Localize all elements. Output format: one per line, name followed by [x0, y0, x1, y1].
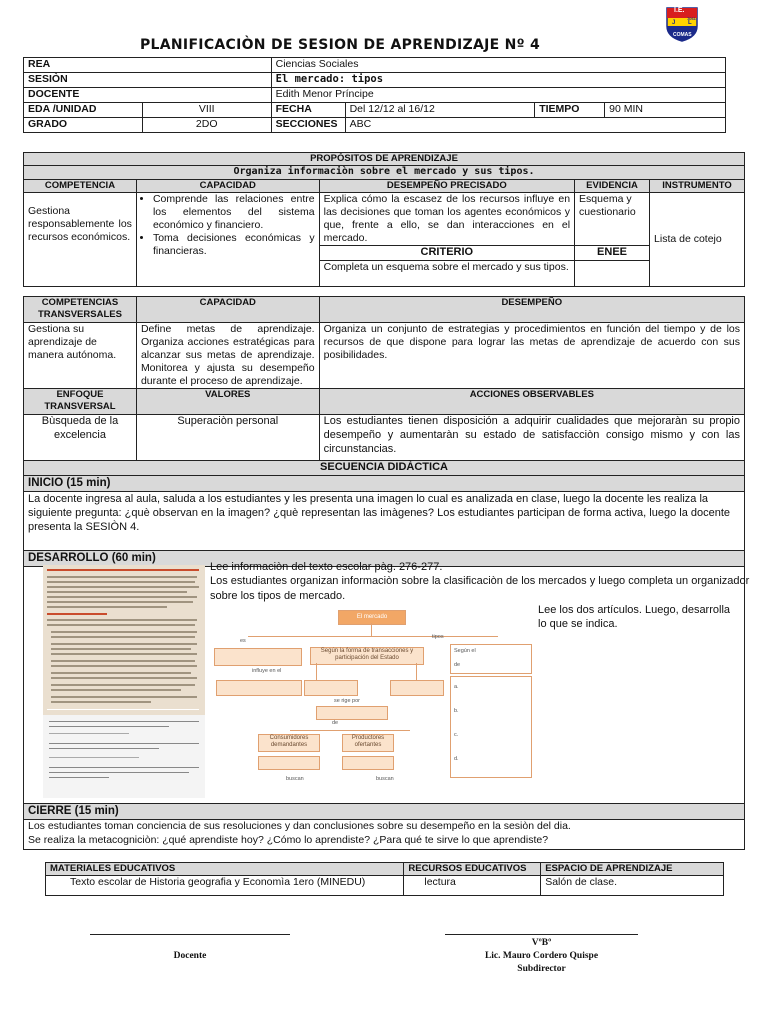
organizer-productores: Productores ofertantes [342, 734, 394, 752]
col-competencias-transversales: COMPETENCIAS TRANSVERSALES [24, 296, 137, 322]
col-acciones: ACCIONES OBSERVABLES [319, 389, 744, 415]
market-organizer-diagram [210, 610, 535, 800]
organizer-letter-d: d. [454, 756, 459, 762]
capacidad-item-2: • Toma decisiones económicas y financieras. [153, 232, 315, 258]
criterio-text: Completa un esquema sobre el mercado y sus tipos. [319, 260, 574, 286]
enee-label: ENEE [575, 246, 650, 261]
espacio-text: Salón de clase. [541, 876, 724, 896]
logo-right-letter: L [688, 20, 692, 26]
organizer-letter-a: a. [454, 684, 459, 690]
organizer-influye: influye en el [252, 668, 282, 674]
sequence-header: SECUENCIA DIDÀCTICA [24, 461, 745, 476]
textbook-heading-bar [47, 569, 199, 571]
resources-table [45, 862, 724, 896]
sections-value: ABC [345, 118, 725, 133]
evidencia-text: Esquema y cuestionario [575, 192, 650, 246]
time-label: TIEMPO [535, 103, 605, 118]
desarrollo-text-2: Los estudiantes organizan informaciòn sobre la clasificaciòn de los mercados y luego completa un organizador sobre los tipos de mercado. [210, 575, 750, 602]
col-recursos: RECURSOS EDUCATIVOS [404, 863, 541, 876]
textbook-page-image [43, 565, 205, 798]
desarrollo-text-1: Lee informaciòn del texto escolar pàg. 276-277. [210, 561, 443, 573]
col-desempeno: DESEMPEÑO PRECISADO [319, 179, 574, 192]
competencia-text: Gestiona responsablemente los recursos económicos. [28, 204, 132, 243]
inicio-text: La docente ingresa al aula, saluda a los estudiantes y les presenta una imagen lo cual es analizada en clase, luego la docente les realiza la siguiente pregunta: ¿què observan en la imagen? ¿què representan las imàgenes? Los estudiantes participan de forma activa, luego la docente presenta la SESIÒN 4. [24, 492, 745, 551]
inicio-label: INICIO (15 min) [24, 476, 745, 492]
date-value: Del 12/12 al 16/12 [345, 103, 535, 118]
desarrollo-label: DESARROLLO (60 min) [24, 551, 745, 567]
organizer-box-rige [316, 706, 388, 720]
organizer-box-es [214, 648, 302, 666]
col-evidencia: EVIDENCIA [575, 179, 650, 192]
capacidad-item-1: • Comprende las relaciones entre los elementos del sistema económico y financiero. [153, 193, 315, 232]
session-label: SESIÒN [24, 73, 272, 88]
grade-value: 2DO [142, 118, 271, 133]
purposes-subheader: Organiza informaciòn sobre el mercado y sus tipos. [24, 166, 745, 180]
desempeno-text: Explica cómo la escasez de los recursos influye en las decisiones que toman los agentes económicos y que, frente a ello, se dan interacciones en el mercado. [319, 192, 574, 246]
logo-top-text: I.E. [674, 7, 685, 14]
purposes-header: PROPÒSITOS DE APRENDIZAJE [24, 153, 745, 166]
signature-right-role: Subdirector [517, 964, 566, 974]
organizer-de-label: de [454, 662, 461, 668]
grade-label: GRADO [24, 118, 143, 133]
page-title: PLANIFICACIÒN DE SESION DE APRENDIZAJE Nº 4 [140, 37, 541, 53]
capacidad-transversal-text: Define metas de aprendizaje. Organiza acciones estratégicas para alcanzar sus metas de aprendizaje. Monitorea y ajusta su desempeño durante el proceso de aprendizaje. [136, 322, 319, 389]
logo-bottom-text: COMAS [673, 32, 692, 38]
signature-left-role: Docente [173, 951, 207, 961]
organizer-box-influye [216, 680, 302, 696]
col-enfoque: ENFOQUE TRANSVERSAL [24, 389, 137, 415]
area-label: REA [24, 58, 272, 73]
instrumento-text: Lista de cotejo [650, 192, 745, 286]
cierre-text-1: Los estudiantes toman conciencia de sus resoluciones y dan conclusiones sobre su desempeño en la sesiòn del dia. [28, 820, 571, 833]
enfoque-text: Bùsqueda de la excelencia [24, 415, 137, 461]
logo-left-letter: J [672, 20, 676, 26]
signature-right-name: Lic. Mauro Cordero Quispe [484, 951, 599, 961]
competencia-transversal-text: Gestiona su aprendizaje de manera autónoma. [24, 322, 137, 389]
recursos-text: lectura [404, 876, 541, 896]
organizer-consumidores: Consumidores demandantes [258, 734, 320, 752]
col-espacio: ESPACIO DE APRENDIZAJE [541, 863, 724, 876]
col-capacidad: CAPACIDAD [136, 179, 319, 192]
teacher-label: DOCENTE [24, 88, 272, 103]
organizer-tipos: tipos [432, 634, 444, 640]
organizer-box-buscan-2 [342, 756, 394, 770]
enee-value [575, 260, 650, 286]
organizer-box-left-type [304, 680, 358, 696]
col-competencia: COMPETENCIA [24, 179, 137, 192]
signature-vb: VºBº [531, 938, 552, 948]
organizer-buscan-2: buscan [376, 776, 394, 782]
organizer-title: El mercado [338, 610, 406, 625]
organizer-letter-c: c. [454, 732, 459, 738]
logo-year: 7061 [687, 16, 696, 21]
materiales-text: Texto escolar de Historia geografia y Economìa 1ero (MINEDU) [46, 876, 404, 896]
col-instrumento: INSTRUMENTO [650, 179, 745, 192]
valor-text: Superaciòn personal [136, 415, 319, 461]
organizer-letter-b: b. [454, 708, 459, 714]
organizer-buscan-1: buscan [286, 776, 304, 782]
desempeno-transversal-text: Organiza un conjunto de estrategias y procedimientos en función del tiempo y de los recursos de que dispone para lograr las metas de aprendizaje de acuerdo con sus posibilidades. [319, 322, 744, 389]
signature-line-right [445, 934, 638, 935]
col-capacidad-transversal: CAPACIDAD [136, 296, 319, 322]
organizer-segun-el: Según el [454, 648, 476, 654]
desarrollo-text-3: Lee los dos artículos. Luego, desarrolla lo que se indica. [538, 604, 731, 631]
col-desempeno-transversal: DESEMPEÑO [319, 296, 744, 322]
area-value: Ciencias Sociales [271, 58, 725, 73]
date-label: FECHA [271, 103, 345, 118]
organizer-forma: Según la forma de transacciones y participación del Estado [310, 647, 424, 665]
session-value: El mercado: tipos [271, 73, 725, 88]
school-logo [664, 6, 700, 42]
age-value: VIII [142, 103, 271, 118]
criterio-label: CRITERIO [319, 246, 574, 261]
organizer-box-right-type [390, 680, 444, 696]
cierre-text-2: Se realiza la metacogniciòn: ¿qué aprendiste hoy? ¿Cómo lo aprendiste? ¿Para qué te sirve lo que aprendiste? [28, 833, 549, 846]
organizer-box-buscan-1 [258, 756, 320, 770]
organizer-de: de [332, 720, 339, 726]
col-valores: VALORES [136, 389, 319, 415]
age-label: EDA /UNIDAD [24, 103, 143, 118]
col-materiales: MATERIALES EDUCATIVOS [46, 863, 404, 876]
organizer-box-list [450, 676, 532, 778]
sections-label: SECCIONES [271, 118, 345, 133]
signature-line-left [90, 934, 290, 935]
teacher-value: Edith Menor Príncipe [271, 88, 725, 103]
time-value: 90 MIN [605, 103, 726, 118]
acciones-text: Los estudiantes tienen disposición a adquirir cualidades que mejoraràn su propio desempeño y aumentaràn su estado de satisfacciòn consigo mismo y con las circunstancias. [319, 415, 744, 461]
organizer-se-rige: se rige por [334, 698, 360, 704]
cierre-label: CIERRE (15 min) [24, 804, 745, 820]
organizer-es: es [240, 638, 246, 644]
info-table [23, 57, 726, 133]
